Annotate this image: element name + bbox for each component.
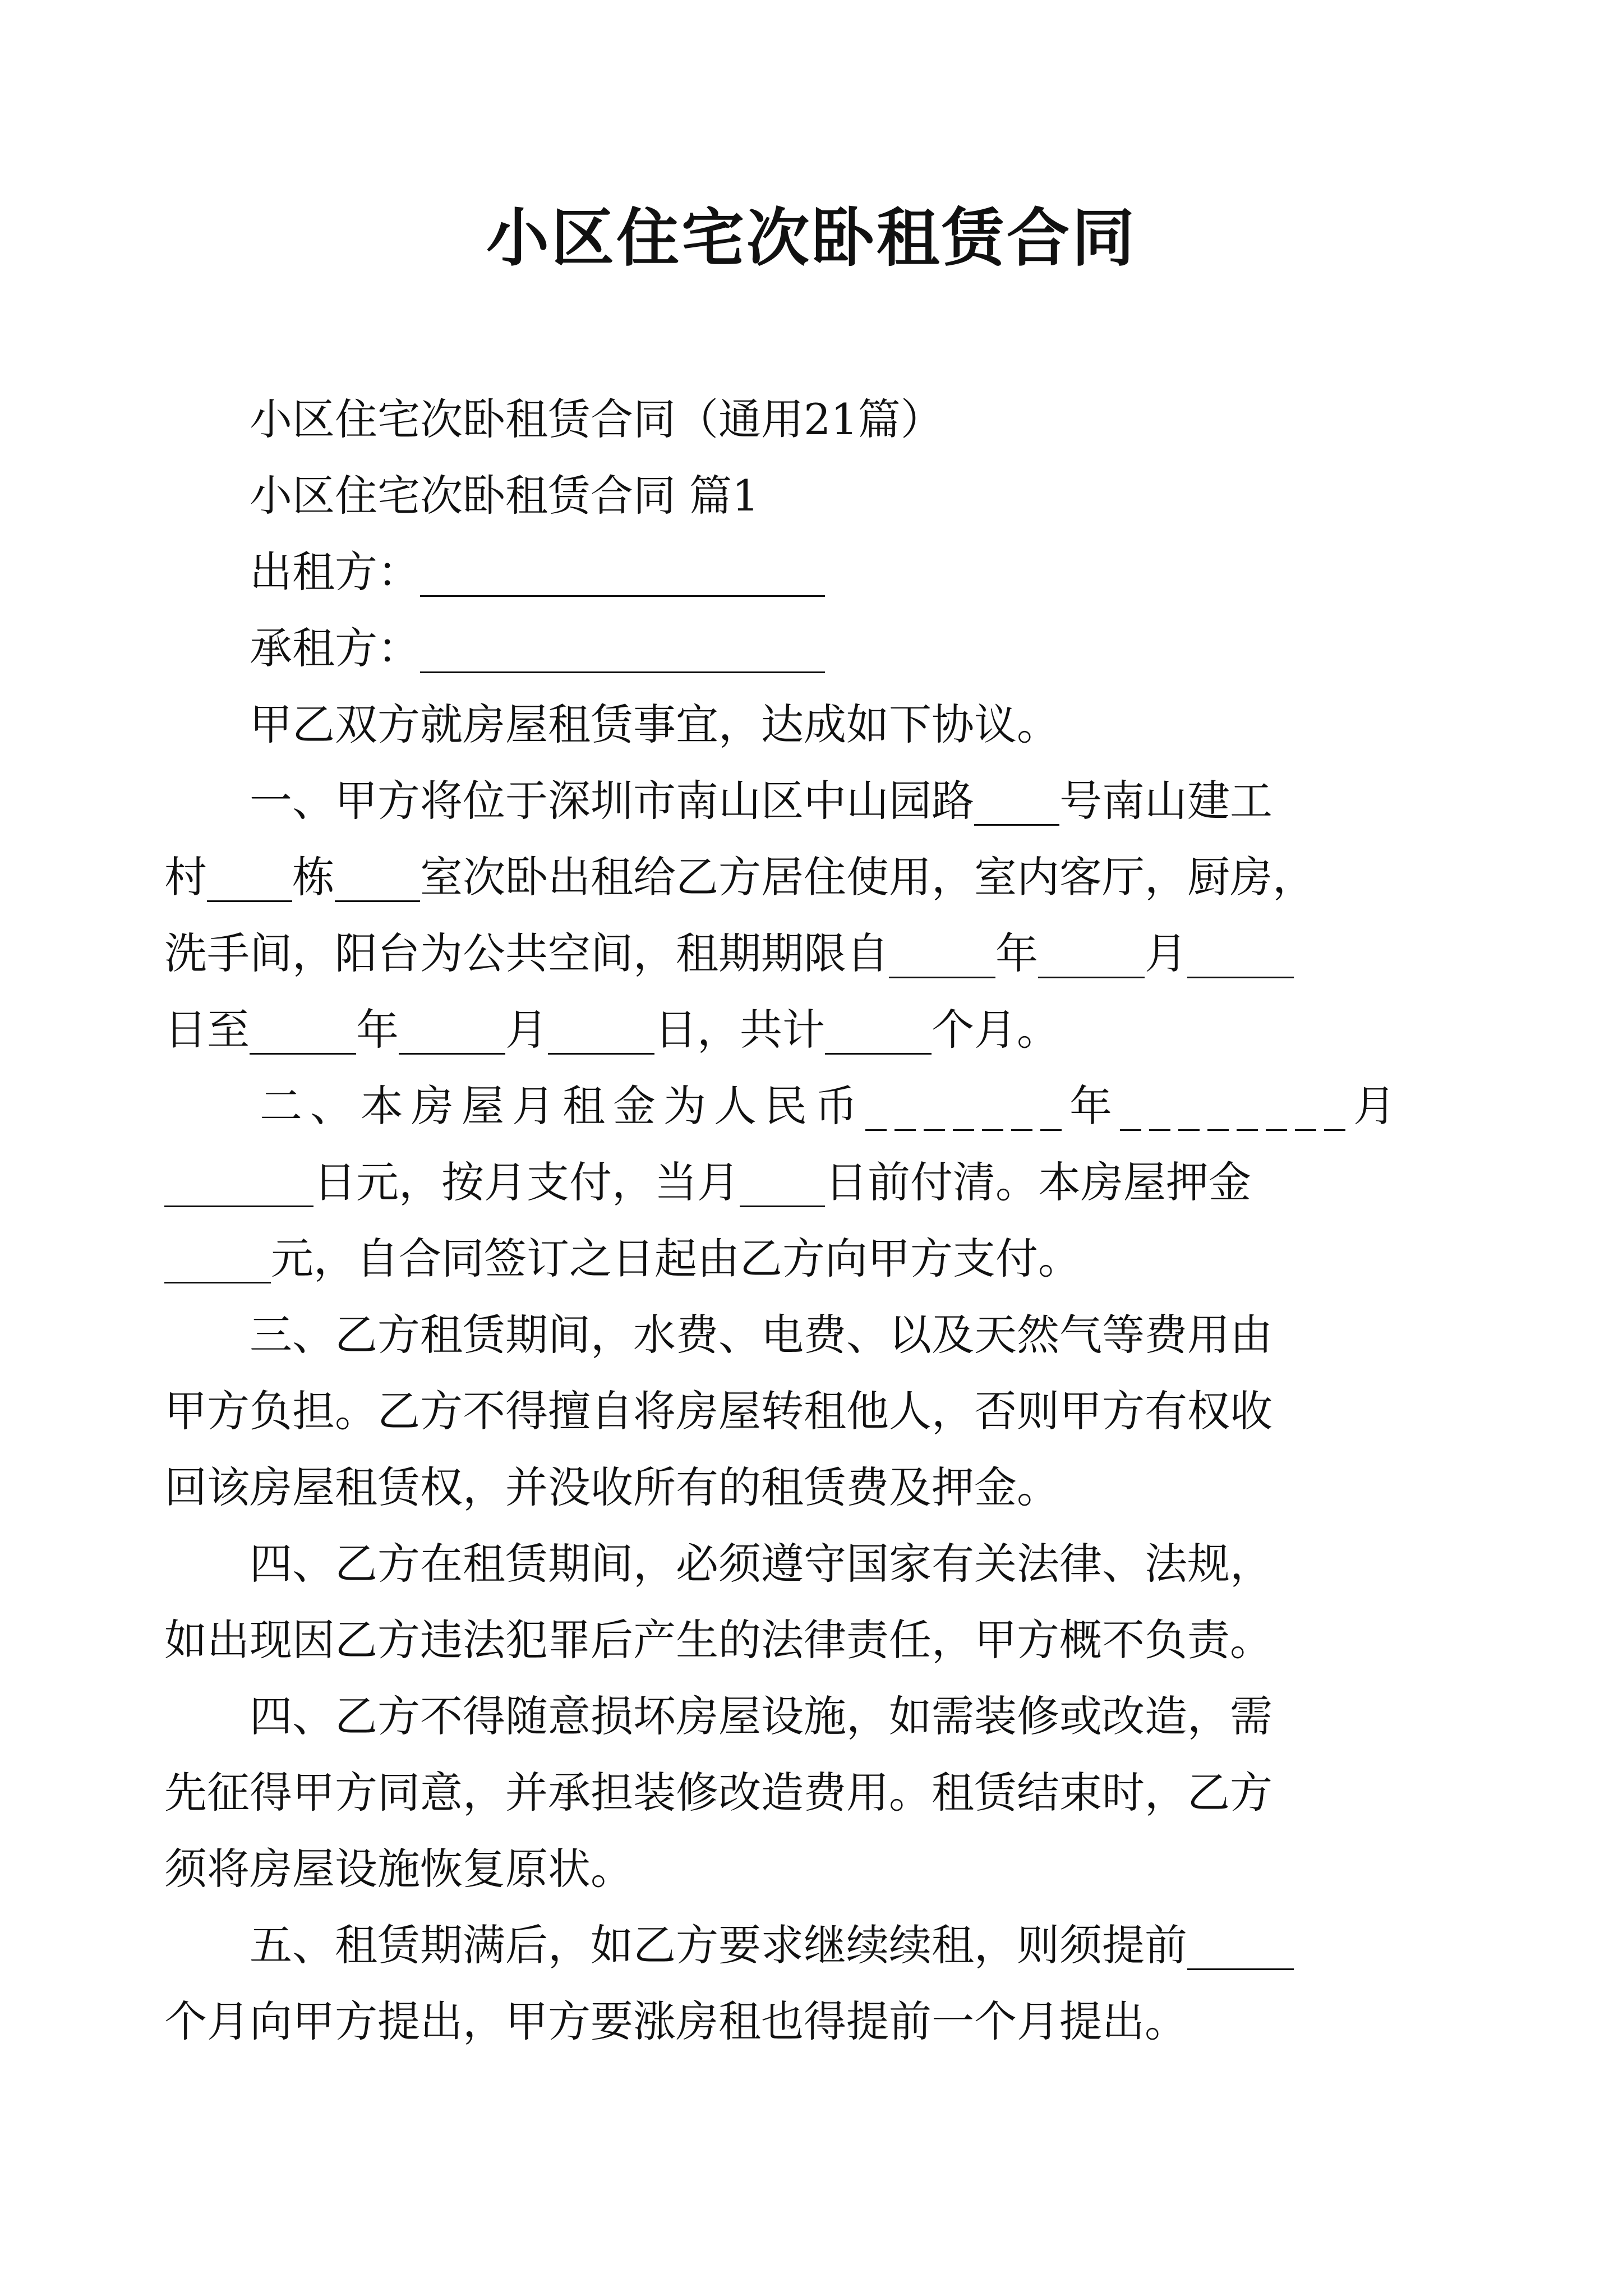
paragraph-line: 四、乙方在租赁期间，必须遵守国家有关法律、法规， (250, 1539, 1272, 1589)
paragraph-line: 先征得甲方同意，并承担装修改造费用。租赁结束时，乙方 (164, 1768, 1272, 1818)
paragraph-line: _____元，自合同签订之日起由乙方向甲方支付。 (164, 1234, 1081, 1283)
paragraph-line: 个月向甲方提出，甲方要涨房租也得提前一个月提出。 (164, 1996, 1187, 2046)
paragraph-line: 四、乙方不得随意损坏房屋设施，如需装修或改造，需 (250, 1691, 1272, 1741)
lessor-line: 出租方：___________________ (250, 547, 825, 597)
paragraph-line: 甲乙双方就房屋租赁事宜，达成如下协议。 (250, 700, 1059, 749)
section-heading: 小区住宅次卧租赁合同 篇1 (250, 471, 759, 521)
paragraph-line: 须将房屋设施恢复原状。 (164, 1844, 633, 1894)
paragraph-line: 村____栋____室次卧出租给乙方居住使用，室内客厅，厨房， (164, 852, 1315, 902)
document-body (164, 381, 1404, 2060)
paragraph-line: 三、乙方租赁期间，水费、电费、以及天然气等费用由 (250, 1310, 1272, 1360)
paragraph-line: 一、甲方将位于深圳市南山区中山园路____号南山建工 (250, 776, 1272, 826)
paragraph-line: 二、本房屋月租金为人民币_______年________月 (260, 1081, 1404, 1131)
document-subtitle: 小区住宅次卧租赁合同（通用21篇） (250, 394, 943, 444)
paragraph-line: 日至_____年_____月_____日，共计_____个月。 (164, 1005, 1059, 1055)
document-title: 小区住宅次卧租赁合同 (486, 202, 1137, 275)
lessee-line: 承租方：___________________ (250, 623, 825, 673)
paragraph-line: 五、租赁期满后，如乙方要求继续续租，则须提前_____ (250, 1920, 1294, 1970)
paragraph-line: _______日元，按月支付，当月____日前付清。本房屋押金 (164, 1157, 1251, 1207)
paragraph-line: 回该房屋租赁权，并没收所有的租赁费及押金。 (164, 1462, 1059, 1512)
paragraph-line: 甲方负担。乙方不得擅自将房屋转租他人，否则甲方有权收 (164, 1386, 1272, 1436)
paragraph-line: 如出现因乙方违法犯罪后产生的法律责任，甲方概不负责。 (164, 1615, 1272, 1665)
paragraph-line: 洗手间，阳台为公共空间，租期期限自_____年_____月_____ (164, 928, 1294, 978)
